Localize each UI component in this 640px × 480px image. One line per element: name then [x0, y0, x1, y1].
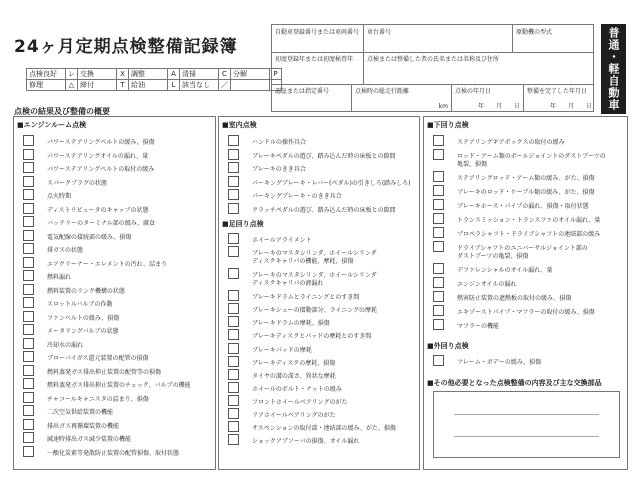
- checkbox[interactable]: [433, 319, 444, 330]
- checklist-item-label: パワーステアリングオイルの漏れ、量: [47, 152, 149, 160]
- checklist-item-label: メータリングバルブの状態: [47, 328, 119, 335]
- checklist-item-label: 二次空気供給装置の機能: [47, 409, 114, 416]
- checkbox[interactable]: [23, 392, 34, 403]
- checklist-item-label: ブレーキのマスタシリンダ、ホイールシリンダ: [252, 250, 377, 258]
- checklist-item-label: ホイールのボルト・ナットの緩み: [252, 385, 342, 393]
- inspector-label: 点検または整備した者の氏名または名称及び住所: [367, 56, 500, 63]
- legend-label: 調整: [129, 69, 168, 80]
- checkbox[interactable]: [433, 213, 444, 224]
- note-line: [454, 436, 599, 437]
- checklist-item-label: ディスクキャリパの液漏れ: [252, 280, 324, 288]
- legend-symbol: X: [117, 69, 129, 80]
- checklist-item-label: クラッチペダルの遊び、踏み込んだ時の床板との隙間: [252, 206, 396, 214]
- checklist-item-label: ブレーキディスクの摩耗、損傷: [252, 359, 336, 367]
- legend-table: [26, 68, 282, 91]
- checklist-item-label: ブレーキシューの摺動部分、ライニングの摩耗: [252, 307, 378, 315]
- legend-label: 給油: [129, 80, 168, 91]
- checkbox[interactable]: [433, 355, 444, 366]
- checklist-item-label: 燃料装置のリンク機構の状態: [47, 287, 125, 295]
- legend-row: [27, 80, 282, 91]
- checkbox[interactable]: [433, 263, 444, 274]
- legend-symbol: A: [168, 69, 180, 80]
- completion-date-cell[interactable]: [524, 84, 595, 112]
- checkbox[interactable]: [228, 408, 239, 419]
- checklist-item-label: ブローバイガス還元装置の配管の損傷: [47, 355, 149, 362]
- chassis-number-cell[interactable]: [364, 25, 513, 52]
- checkbox[interactable]: [23, 176, 34, 187]
- checklist-item-label: 燃料蒸発ガス排出抑止装置の配管等の損傷: [47, 368, 162, 376]
- checkbox[interactable]: [23, 135, 34, 146]
- checkbox[interactable]: [228, 149, 239, 160]
- checkbox[interactable]: [228, 303, 239, 314]
- checklist-item-label: パーキングブレーキ・のきき具合: [252, 193, 342, 200]
- checkbox[interactable]: [228, 421, 239, 432]
- checkbox[interactable]: [228, 382, 239, 393]
- checkbox[interactable]: [433, 227, 444, 238]
- checkbox[interactable]: [23, 432, 34, 443]
- checklist-item-label: スパークプラグの状態: [47, 179, 108, 187]
- checklist-item-label: ディストリビュータのキャップの状態: [47, 206, 149, 214]
- checklist-item-label: 排ガスの状態: [47, 247, 84, 254]
- legend-label: [231, 80, 270, 91]
- checkbox[interactable]: [228, 176, 239, 187]
- registration-number-label: 自動車登録番号または車両番号: [275, 29, 360, 36]
- checkbox[interactable]: [23, 257, 34, 268]
- legend-label: 点検良好: [27, 69, 66, 80]
- completion-date-unit: 年 月 日: [549, 103, 592, 110]
- first-registration-cell[interactable]: [272, 52, 364, 84]
- checkbox[interactable]: [433, 241, 444, 252]
- checkbox[interactable]: [433, 305, 444, 316]
- checkbox[interactable]: [228, 233, 239, 244]
- note-line: [454, 414, 599, 415]
- legend-label: 清掃: [180, 69, 219, 80]
- checklist-item-label: パワーステアリングベルトの取付の緩み: [47, 166, 155, 173]
- engine-room-heading: ■エンジンルーム点検: [17, 121, 87, 129]
- suspension-heading: ■足回り点検: [222, 220, 264, 228]
- checkbox[interactable]: [433, 171, 444, 182]
- checklist-item-label: ブレーキのマスタシリンダ、ホイールシリンダ: [252, 272, 377, 280]
- checklist-item-label: スロットルバルブの作動: [47, 301, 113, 308]
- checkbox[interactable]: [23, 324, 34, 335]
- checklist-item-label: リアホイールベアリングのがた: [252, 412, 336, 419]
- mileage-label: 点検時の総走行距離: [355, 88, 410, 95]
- legend-symbol: L: [168, 80, 180, 91]
- underbody-heading: ■下回り点検: [427, 121, 469, 129]
- checklist-item-label: ディスクキャリパの機能、摩耗、損傷: [252, 258, 354, 266]
- checkbox[interactable]: [433, 291, 444, 302]
- checkbox[interactable]: [228, 329, 239, 340]
- checkbox[interactable]: [228, 434, 239, 445]
- vehicle-info-table: [271, 24, 594, 112]
- checkbox[interactable]: [23, 338, 34, 349]
- checklist-item-label: ハンドルの操作具合: [252, 139, 307, 146]
- legend-symbol: T: [117, 80, 129, 91]
- checklist-item-label: フレーム・ボデーの緩み、損傷: [457, 359, 542, 366]
- registration-number-cell[interactable]: [272, 25, 364, 52]
- checklist-item-label: エキゾーストパイプ・マフラーの取付の緩み、損傷: [457, 309, 595, 316]
- other-work-notes[interactable]: [433, 391, 620, 458]
- checklist-item-label: 熱害防止装置の遮熱板の取付の緩み、損傷: [457, 295, 572, 302]
- checkbox[interactable]: [23, 162, 34, 173]
- checklist-item-label: プロペラシャフト・ドライブシャフトの連結部の緩み: [457, 231, 601, 238]
- checkbox[interactable]: [228, 203, 239, 214]
- legend-symbol: レ: [66, 69, 78, 80]
- checklist-item-label: 一酸化炭素等発散防止装置の配管損傷、取付状態: [47, 449, 180, 457]
- checklist-item-label: マフラーの機能: [457, 323, 500, 330]
- mileage-unit: km: [438, 103, 448, 110]
- checklist-item-label: ドライブシャフトのユニバーサルジョイント部の: [457, 245, 588, 252]
- checklist-item-label: ファンベルトの緩み、損傷: [47, 314, 120, 322]
- checkbox[interactable]: [228, 135, 239, 146]
- underbody-panel: [423, 116, 628, 470]
- checklist-item-label: パワーステアリングベルトの緩み、損傷: [47, 139, 155, 146]
- checkbox[interactable]: [23, 149, 34, 160]
- checkbox[interactable]: [228, 369, 239, 380]
- checklist-item-label: フロントホイールベアリングのがた: [252, 398, 348, 406]
- interior-suspension-panel: [218, 116, 420, 470]
- checklist-item-label: ロッド・アーム類のボールジョイントのダストブーツの: [457, 153, 606, 160]
- checkbox[interactable]: [23, 189, 34, 200]
- info-row-1: [272, 25, 593, 53]
- checkbox[interactable]: [433, 277, 444, 288]
- checklist-item-label: ダストブーツの亀裂、損傷: [457, 253, 529, 260]
- checklist-item-label: ブレーキパッドの摩耗: [252, 346, 312, 354]
- checklist-item-label: ステアリングロッド・アーム類の緩み、がた、損傷: [457, 175, 595, 182]
- vehicle-class-tab: 普通・軽自動車: [601, 24, 626, 114]
- checkbox[interactable]: [228, 246, 239, 257]
- certification-number-label: 認証または指定番号: [275, 88, 330, 95]
- checklist-item-label: 減速時排出ガス減少装置の機能: [47, 436, 132, 443]
- checklist-item-label: ブレーキディスクとパッドの摩耗とのすき間: [252, 333, 372, 341]
- checkbox[interactable]: [23, 365, 34, 376]
- chassis-number-label: 車台番号: [367, 29, 392, 36]
- checkbox[interactable]: [433, 185, 444, 196]
- legend-symbol: ／: [219, 80, 231, 91]
- other-work-heading: ■その他必要となった点検整備の内容及び主な交換部品: [427, 379, 602, 387]
- checklist-item-label: ホイールアライメント: [252, 237, 312, 244]
- info-row-2: [272, 52, 593, 85]
- checklist-item-label: ブレーキドラムとライニングとのすき間: [252, 294, 360, 302]
- checkbox[interactable]: [228, 189, 239, 200]
- info-row-3: [272, 84, 593, 112]
- checkbox[interactable]: [23, 446, 34, 457]
- checkbox[interactable]: [23, 419, 34, 430]
- checklist-item-label: タイヤの溝の深さ、異状な摩耗: [252, 372, 336, 380]
- legend-label: 分解: [231, 69, 270, 80]
- checklist-item-label: ショックアブソーバの損傷、オイル漏れ: [252, 438, 360, 446]
- checklist-item-label: デファレンシャルのオイル漏れ、量: [457, 267, 553, 274]
- engine-type-label: 原動機の型式: [516, 29, 553, 36]
- legend-symbol: C: [219, 69, 231, 80]
- checkbox[interactable]: [23, 297, 34, 308]
- engine-type-cell[interactable]: [513, 25, 595, 52]
- checkbox[interactable]: [23, 311, 34, 322]
- checklist-item-label: パーキングブレーキ・レバー(ペダル)の引きしろ(踏みしろ): [252, 179, 411, 187]
- checkbox[interactable]: [228, 395, 239, 406]
- checkbox[interactable]: [23, 378, 34, 389]
- checklist-item-label: トランスミッション・トランスファのオイル漏れ、量: [457, 217, 601, 224]
- checklist-item-label: 亀裂、損傷: [457, 161, 488, 168]
- legend-label: 交換: [78, 69, 117, 80]
- checkbox[interactable]: [228, 268, 239, 279]
- exterior-heading: ■外回り点検: [427, 342, 469, 350]
- checkbox[interactable]: [23, 203, 34, 214]
- checklist-item-label: エンジンオイルの漏れ: [457, 281, 517, 288]
- legend-row: [27, 69, 282, 80]
- checkbox[interactable]: [228, 356, 239, 367]
- checklist-item-label: 排出ガス再循環装置の機能: [47, 422, 120, 430]
- interior-heading: ■室内点検: [222, 121, 257, 129]
- checklist-item-label: ブレーキのきき具合: [252, 166, 306, 173]
- legend-symbol: △: [66, 80, 78, 91]
- completion-date-label: 整備を完了した年月日: [527, 88, 588, 95]
- checkbox[interactable]: [23, 230, 34, 241]
- checkbox[interactable]: [228, 343, 239, 354]
- checklist-item-label: ブレーキペダルの遊び、踏み込んだ時の床板との隙間: [252, 152, 396, 160]
- engine-room-panel: [13, 116, 216, 470]
- checklist-item-label: ブレーキドラムの摩耗、損傷: [252, 320, 330, 328]
- checklist-item-label: ステアリングギアボックスの取付の緩み: [457, 139, 565, 146]
- checklist-item-label: エアクリーナー・エレメントの汚れ、詰まり: [47, 260, 168, 268]
- mileage-cell[interactable]: [352, 84, 452, 112]
- checklist-item-label: 冷却水の漏れ: [47, 341, 84, 349]
- checkbox[interactable]: [23, 216, 34, 227]
- checklist-item-label: 燃料蒸発ガス排出抑止装置のチェック、バルブの機能: [47, 382, 191, 389]
- inspection-date-cell[interactable]: [452, 84, 524, 112]
- checklist-item-label: バッテリーのターミナル部の緩み、腐食: [47, 220, 156, 227]
- checklist-item-label: 電気配線の接続部の緩み、損傷: [47, 233, 132, 241]
- checkbox[interactable]: [23, 270, 34, 281]
- checkbox[interactable]: [433, 199, 444, 210]
- checklist-item-label: ブレーキホース・パイプの漏れ、損傷・取付状態: [457, 203, 589, 210]
- legend-label: 修理: [27, 80, 66, 91]
- inspection-date-unit: 年 月 日: [477, 103, 520, 110]
- checkbox[interactable]: [23, 405, 34, 416]
- legend-label: 該当なし: [180, 80, 219, 91]
- checkbox[interactable]: [228, 162, 239, 173]
- first-registration-label: 初度登録年または初度検査年: [275, 56, 354, 63]
- legend-symbol: P: [270, 69, 282, 80]
- checkbox[interactable]: [228, 316, 239, 327]
- inspection-date-label: 点検の年月日: [455, 88, 492, 95]
- checkbox[interactable]: [23, 351, 34, 362]
- checkbox[interactable]: [433, 135, 444, 146]
- inspector-cell[interactable]: [364, 52, 595, 84]
- checklist-item-label: 点火時期: [47, 193, 72, 200]
- checklist-item-label: サスペンションの取付部・連結部の緩み、がた、損傷: [252, 425, 396, 433]
- legend-label: 締付: [78, 80, 117, 91]
- checklist-item-label: 燃料漏れ: [47, 274, 72, 281]
- certification-number-cell[interactable]: [272, 84, 352, 112]
- checklist-item-label: ブレーキのロッド・ケーブル類の緩み、がた、損傷: [457, 189, 595, 196]
- results-subtitle: 点検の結果及び整備の概要: [14, 107, 110, 116]
- checkbox[interactable]: [23, 243, 34, 254]
- page-title: 24ヶ月定期点検整備記録簿: [14, 37, 238, 57]
- checkbox[interactable]: [23, 284, 34, 295]
- checkbox[interactable]: [228, 290, 239, 301]
- checkbox[interactable]: [433, 149, 444, 160]
- checklist-item-label: チャコールキャニスタの詰まり、損傷: [47, 395, 149, 403]
